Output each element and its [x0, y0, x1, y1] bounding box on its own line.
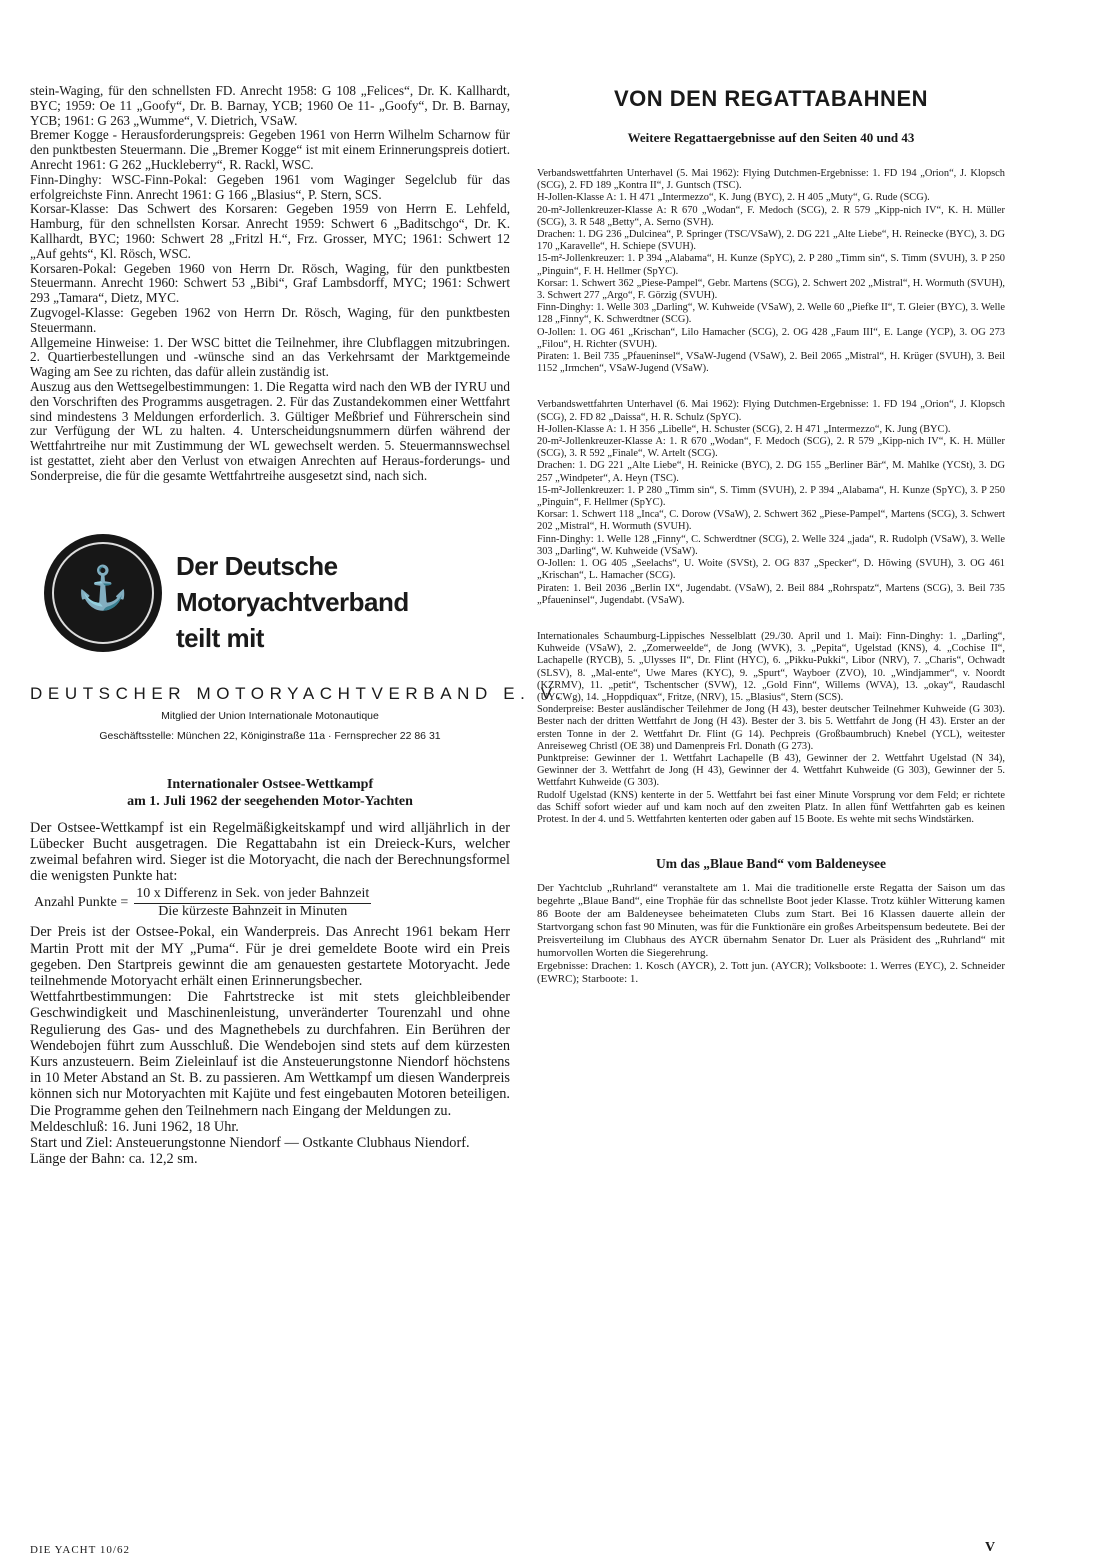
text-paragraph: Korsar-Klasse: Das Schwert des Korsaren: Gegeben 1959 von Herrn E. Lehfeld, Hamburg, für den schnellsten Korsar. Anrecht 1959: Schwert 6 „Baditschgo“, Dr. K. Kallhardt, BYC; 1960: Schwert 28 „Fritzl H.“, Frz. Grosser, MYC; 1961: Schwert 12 „Auf gehts“, Kl. Rösch, WSC.	[30, 201, 510, 261]
result-entry: O-Jollen: 1. OG 461 „Krischan“, Lilo Hamacher (SCG), 2. OG 428 „Faum III“, E. Lange (YCP), 3. OG 273 „Filou“, H. Richter (SVUH).	[537, 326, 1005, 350]
text-paragraph: Bremer Kogge - Herausforderungspreis: Gegeben 1961 von Herrn Wilhelm Scharnow für den punktbesten Steuermann. Die „Bremer Kogge“ ist mit einem Erinnerungspreis dotiert. Anrecht 1961: G 262 „Huckleberry“, R. Rackl, WSC.	[30, 127, 510, 172]
announcement-title-line: Der Deutsche Motoryachtverband	[176, 550, 409, 617]
anchor-icon: ⚓	[76, 565, 130, 612]
section-title: VON DEN REGATTABAHNEN	[613, 86, 929, 111]
result-entry: Verbandswettfahrten Unterhavel (5. Mai 1962): Flying Dutchmen-Ergebnisse: 1. FD 194 „Orion“, J. Klopsch (SCG), 2. FD 189 „Kontra II“, J. Guntsch (TSC).	[537, 168, 1005, 192]
result-entry: Sonderpreise: Bester ausländischer Teilehmer de Jong (H 43), bester deutscher Teilnehmer Kuhweide (G 303). Bester nach der dritten Wettfahrt de Jong (H 43). Bester der 3. bis 5. Wettfahrt de Jong (H 43). Erster an der ersten Tonne in der 2. Wettfahrt Dr. Flint (G 14). Pechpreis (Großbaumbruch) Knebel (YCL), weitester Anreiseweg Christl (OE 38) und Damenpreis Frl. Donath (G 273).	[537, 704, 1005, 752]
formula-fraction	[134, 886, 371, 920]
result-entry: Korsar: 1. Schwert 118 „Inca“, C. Dorow (VSaW), 2. Schwert 362 „Piese-Pampel“, Martens (SCG), 3. Schwert 202 „Mistral“, H. Wormuth (SVUH).	[537, 509, 1005, 533]
result-entry: O-Jollen: 1. OG 405 „Seelachs“, U. Woite (SVSt), 2. OG 837 „Specker“, D. Höwing (SVUH), 3. OG 461 „Krischan“, L. Hamacher (SCG).	[537, 558, 1005, 582]
points-formula	[34, 886, 510, 920]
results-block-2	[537, 399, 1005, 606]
membership-note: Mitglied der Union Internationale Motonautique	[161, 709, 379, 722]
result-entry: Piraten: 1. Beil 2036 „Berlin IX“, Jugendabt. (VSaW), 2. Beil 884 „Rohrspatz“, Martens (SCG), 3. Beil 735 „Pfaueninsel“, Jugendabt. (VSaW).	[537, 582, 1005, 606]
article-title-line: Internationaler Ostsee-Wettkampf	[166, 776, 374, 792]
org-name: DEUTSCHER MOTORYACHTVERBAND E. V.	[30, 683, 567, 703]
text-paragraph: stein-Waging, für den schnellsten FD. Anrecht 1958: G 108 „Felices“, Dr. K. Kallhardt, BYC; 1959: Oe 11 „Goofy“, Dr. B. Barnay, YCB; 1960 Oe 11- „Goofy“, Dr. B. Barnay, YCB; 1961: G 263 „Wumme“, V. Dietrich, VSaW.	[30, 83, 510, 128]
result-entry: Internationales Schaumburg-Lippisches Nesselblatt (29./30. April und 1. Mai): Finn-Dinghy: 1. „Darling“, Kuhweide (VSaW), 2. „Zomerweelde“, de Jong (WVK), 3. „Pepita“, Ugelstad (KNS), 4. „Cochise II“, Lachapelle (RYCB), 5. „Ulysses II“, Dr. Flint (HYC), 6. „Pikku-Pukki“, Libor (NRV), 7. „Charis“, Ochwadt (SLSV), 8. „Mal-ente“, Uwe Mares (KYC), 9. „Spurt“, Wayboer (ZVO), 10. „Windjammer“, v. Noordt (KZRMV), 11. „petit“, Tschentscher (SVW), 12. „Gold Finn“, Willems (WVA), 13. „okay“, Raudaschl (UYCWg), 14. „Hoppdiquax“, Fritze, (NRV), 15. „Blasius“, Stern (SCS).	[537, 630, 1005, 703]
result-entry: Drachen: 1. DG 236 „Dulcinea“, P. Springer (TSC/VSaW), 2. DG 221 „Alte Liebe“, H. Reinecke (BYC), 3. DG 170 „Karavelle“, H. Schiepe (SVUH).	[537, 229, 1005, 253]
formula-denominator: Die kürzeste Bahnzeit in Minuten	[158, 904, 348, 920]
dmyv-logo	[44, 534, 162, 652]
results-block-1	[537, 168, 1005, 375]
result-entry: Finn-Dinghy: 1. Welle 303 „Darling“, W. Kuhweide (VSaW), 2. Welle 60 „Piefke II“, T. Gleier (BYC), 3. Welle 128 „Finny“, K. Schwerdtner (SCG).	[537, 302, 1005, 326]
subsection-title: Um das „Blaue Band“ vom Baldeneysee	[656, 856, 886, 872]
result-entry: H-Jollen-Klasse A: 1. H 471 „Intermezzo“, K. Jung (BYC), 2. H 405 „Muty“, G. Rude (SCG).	[537, 192, 930, 204]
article-paragraph: Der Preis ist der Ostsee-Pokal, ein Wanderpreis. Das Anrecht 1961 bekam Herr Martin Prott mit der MY „Puma“. Für je drei gemeldete Boote wird ein Preis gegeben. Den Startpreis gewinnt die am genauesten gestartete Motoryacht. Jede teilnehmende Motoryacht erhält einen Erinnerungsbecher.	[30, 924, 510, 989]
result-entry: 15-m²-Jollenkreuzer: 1. P 394 „Alabama“, H. Kunze (SpYC), 2. P 280 „Timm sin“, S. Timm (SVUH), 3. P 250 „Pinguin“, F. H. Hellmer (SpYC).	[537, 253, 1005, 277]
report-paragraph: Der Yachtclub „Ruhrland“ veranstaltete am 1. Mai die traditionelle erste Regatta der Saison um das begehrte „Blaue Band“, eine Trophäe für das schnellste Boot jeder Klasse. Trotz kühler Witterung kamen 86 Boote der am Baldeneysee beheimateten Clubs zum Start. Bei 16 Klassen dauerte allein der Startvorgang schon fast 90 Minuten, was für die Funktionäre ein großes Arbeitspensum bedeutete. Bei der Preisverteilung im Clubhaus des AYCR übernahm Senator Dr. Luer als Präsident des „Ruhrland“ mit humorvollen Worten die Siegerehrung.	[537, 882, 1005, 959]
result-entry: 20-m²-Jollenkreuzer-Klasse A: R 670 „Wodan“, F. Medoch (SCG), 2. R 579 „Kipp-nich IV“, K. H. Müller (SCG), 3. R 548 „Betty“, A. Serno (SVH).	[537, 204, 1005, 228]
text-paragraph: Korsaren-Pokal: Gegeben 1960 von Herrn Dr. Rösch, Waging, für den punktbesten Steuermann. Anrecht 1960: Schwert 53 „Bibi“, Graf Lambsdorff, MYC; 1961: Schwert 293 „Tamara“, Dietz, MYC.	[30, 260, 510, 306]
article-paragraph: Meldeschluß: 16. Juni 1962, 18 Uhr.	[30, 1118, 239, 1135]
article-paragraph: Der Ostsee-Wettkampf ist ein Regelmäßigkeitskampf und wird alljährlich in der Lübecker Bucht ausgetragen. Die Regattabahn ist ein Dreieck-Kurs, welcher zweimal befahren wird. Sieger ist die Motoryacht, die nach der Berechnungsformel die wenigsten Punkte hat:	[30, 819, 510, 885]
article-paragraph: Länge der Bahn: ca. 12,2 sm.	[30, 1151, 198, 1168]
result-entry: 15-m²-Jollenkreuzer: 1. P 280 „Timm sin“, S. Timm (SVUH), 2. P 394 „Alabama“, H. Kunze (SpYC), 3. P 250 „Pinguin“, F. Hellmer (SpYC).	[537, 484, 1005, 509]
text-paragraph: Zugvogel-Klasse: Gegeben 1962 von Herrn Dr. Rösch, Waging, für den punktbesten Steuermann.	[30, 304, 510, 335]
result-entry: Punktpreise: Gewinner der 1. Wettfahrt Lachapelle (B 43), Gewinner der 2. Wettfahrt Ugelstad (N 34), Gewinner der 3. Wettfahrt de Jong (H 43), Gewinner der 4. Wettfahrt Kuhweide (G 303), Gewinner der 5. Wettfahrt Kuhweide (G 303).	[537, 752, 1005, 789]
dmyv-announcement-header	[30, 530, 510, 660]
result-entry: Verbandswettfahrten Unterhavel (6. Mai 1962): Flying Dutchmen-Ergebnisse: 1. FD 194 „Orion“, J. Klopsch (SCG), 2. FD 82 „Daissa“, H. R. Schulz (SpYC).	[537, 399, 1005, 423]
result-entry: Finn-Dinghy: 1. Welle 128 „Finny“, C. Schwerdtner (SCG), 2. Welle 324 „jada“, R. Rudolph (VSaW), 3. Welle 303 „Darling“, W. Kuhweide (VSaW).	[537, 533, 1005, 557]
magazine-footer: DIE YACHT 10/62	[30, 1544, 130, 1556]
result-entry: Rudolf Ugelstad (KNS) kenterte in der 5. Wettfahrt bei fast einer Minute Vorsprung vor dem Feld; er richtete das Schiff sofort wieder auf und kam noch auf den zweiten Platz. In allen fünf Wettfahrten gab es keinen Protest. In der 4. und 5. Wettfahrten kenterten oder gaben auf 15 Boote. Es wehte mit sechs Windstärken.	[537, 789, 1005, 825]
article-title-line: am 1. Juli 1962 der seegehenden Motor-Yachten	[127, 793, 413, 809]
text-paragraph: Allgemeine Hinweise: 1. Der WSC bittet die Teilnehmer, ihre Clubflaggen mitzubringen. 2. Quartierbestellungen und -wünsche sind an das Verkehrsamt der Marktgemeinde Waging am See zu richten, das dafür allein zuständig ist.	[30, 334, 510, 380]
result-entry: Drachen: 1. DG 221 „Alte Liebe“, H. Reinicke (BYC), 2. DG 155 „Berliner Bär“, M. Mahlke (YCSt), 3. DG 257 „Windpeter“, A. Heyn (TSC).	[537, 460, 1005, 484]
formula-left: Anzahl Punkte =	[34, 895, 129, 911]
text-paragraph: Auszug aus den Wettsegelbestimmungen: 1. Die Regatta wird nach den WB der IYRU und den Vorschriften des Programms ausgetragen. 2. Für das Zustandekommen einer Wettfahrt sind mindestens 3 Meldungen erforderlich. 3. Gültiger Meßbrief und Führerschein sind zur Verfügung der WL zu halten. 4. Unterscheidungsnummern dürfen während der Wettfahrtreihe nur mit Zustimmung der WL gewechselt werden. 5. Steuermannswechsel ist gestattet, zieht aber den Verlust von etwaigen Anrechten auf Heraus-forderungs- und Sonderpreise, die für die gesamte Wettfahrtreihe ausgesetzt sind, nach sich.	[30, 378, 510, 483]
text-paragraph: Finn-Dinghy: WSC-Finn-Pokal: Gegeben 1961 vom Waginger Segelclub für das erfolgreichste Finn. Anrecht 1961: G 166 „Blasius“, P. Stern, SCS.	[30, 171, 510, 202]
result-entry: H-Jollen-Klasse A: 1. H 356 „Libelle“, H. Schuster (SCG), 2. H 471 „Intermezzo“, K. Jung (BYC).	[537, 423, 951, 435]
article-paragraph: Wettfahrtbestimmungen: Die Fahrtstrecke ist mit stets gleichbleibender Geschwindigkeit und Maschinenleistung, unveränderter Tourenzahl und ohne Regulierung des Gas- und des Magnethebels zu durchfahren. Ein Berühren der Wendebojen führt zum Ausschluß. Die Wendebojen sind stets auf dem kürzesten Kurs anzusteuern. Beim Zieleinlauf ist die Ansteuerungstonne Niendorf höchstens in 10 Meter Abstand an St. B. zu passieren. Am Wettkampf um diesen Wanderpreis können sich nur Motoryachten mit Kajüte und fest eingebauten Motoren beteiligen. Die Programme gehen den Teilnehmern nach Eingang der Meldungen zu.	[30, 989, 510, 1119]
results-block-3	[537, 631, 1005, 826]
formula-numerator: 10 x Differenz in Sek. von jeder Bahnzeit	[134, 886, 371, 904]
result-entry: 20-m²-Jollenkreuzer-Klasse A: 1. R 670 „Wodan“, F. Medoch (SCG), 2. R 579 „Kipp-nich IV“, K. H. Müller (SCG), 3. R 592 „Finale“, W. Artelt (SCG).	[537, 436, 1005, 460]
section-subtitle: Weitere Regattaergebnisse auf den Seiten 40 und 43	[627, 130, 915, 145]
office-address: Geschäftsstelle: München 22, Königinstraße 11a · Fernsprecher 22 86 31	[99, 729, 441, 742]
announcement-title-line: teilt mit	[176, 622, 264, 653]
article-paragraph: Start und Ziel: Ansteuerungstonne Niendorf — Ostkante Clubhaus Niendorf.	[30, 1134, 470, 1151]
result-entry: Piraten: 1. Beil 735 „Pfaueninsel“, VSaW-Jugend (VSaW), 2. Beil 2065 „Mistral“, H. Krüger (SVUH), 3. Beil 1152 „Irmchen“, VSaW-Jugend (VSaW).	[537, 351, 1005, 375]
report-paragraph: Ergebnisse: Drachen: 1. Kosch (AYCR), 2. Tott jun. (AYCR); Volksboote: 1. Werres (EYC), 2. Schneider (EWRC); Starboote: 1.	[537, 959, 1005, 985]
left-column	[30, 83, 567, 1168]
result-entry: Korsar: 1. Schwert 362 „Piese-Pampel“, Gebr. Martens (SCG), 2. Schwert 202 „Mistral“, H. Wormuth (SVUH), 3. Schwert 277 „Argo“, F. Görzig (SVUH).	[537, 277, 1005, 302]
results-block-4	[537, 882, 1005, 985]
announcement-title	[176, 548, 510, 656]
page-number: V	[985, 1540, 996, 1555]
article-title	[30, 776, 510, 810]
right-column	[537, 84, 1005, 985]
